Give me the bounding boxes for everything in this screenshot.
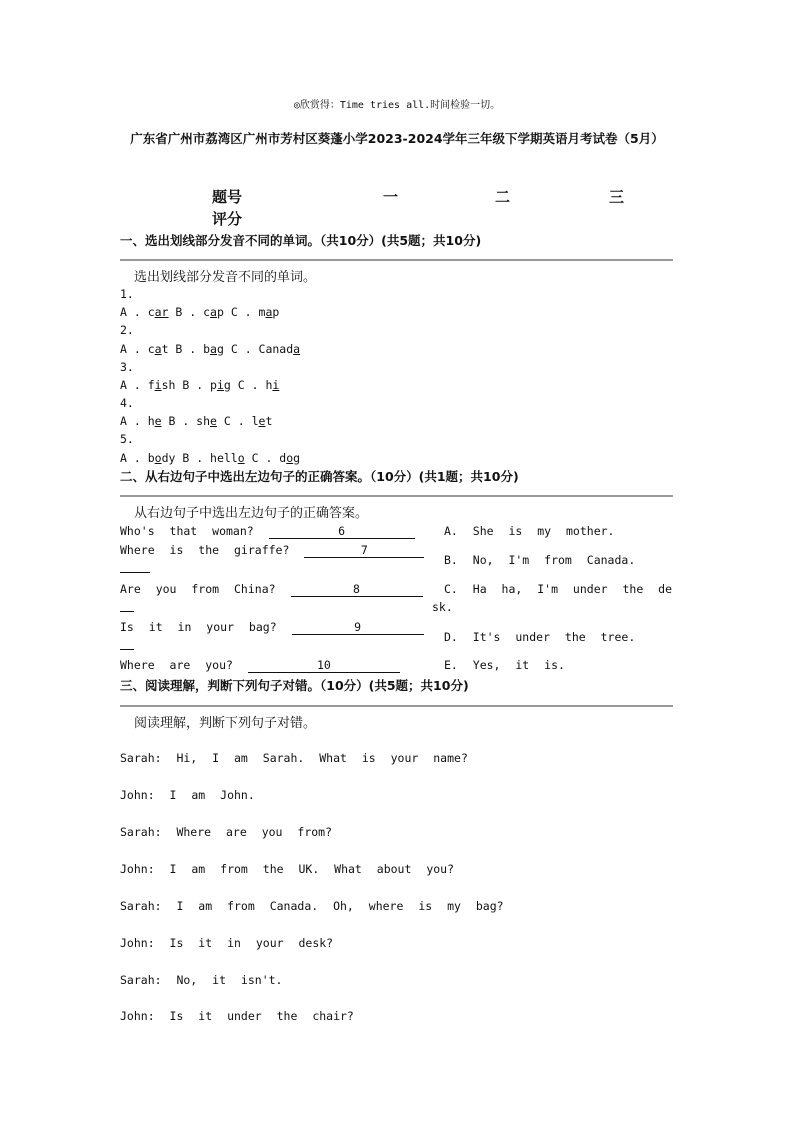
match-answer: B. No, I'm from Canada. xyxy=(444,553,636,567)
section-3-instruction: 阅读理解，判断下列句子对错。 xyxy=(134,716,317,731)
section-1-instruction: 选出划线部分发音不同的单词。 xyxy=(134,270,317,285)
dialogue-line: Sarah: Where are you from? xyxy=(120,825,333,839)
dialogue-line: John: I am from the UK. What about you? xyxy=(120,862,455,876)
dialogue-line: John: Is it in your desk? xyxy=(120,936,334,950)
section-3-heading: 三、阅读理解，判断下列句子对错。（10分）(共5题；共10分) xyxy=(120,678,469,693)
question-number: 1. xyxy=(120,287,134,301)
question-options: A . he B . she C . let xyxy=(120,414,273,428)
score-row-label-2: 评分 xyxy=(212,210,243,228)
question-options: A . cat B . bag C . Canada xyxy=(120,342,301,356)
answer-blank[interactable]: 8 xyxy=(291,583,423,597)
match-answer: C. Ha ha, I'm under the de xyxy=(444,582,673,596)
match-question: Where are you? 10 xyxy=(120,658,400,673)
motto: ◎欣赏得：Time tries all.时间检验一切。 xyxy=(293,100,501,111)
exam-title: 广东省广州市荔湾区广州市芳村区葵蓬小学2023-2024学年三年级下学期英语月考试卷（5月） xyxy=(130,131,664,146)
section-2-instruction: 从右边句子中选出左边句子的正确答案。 xyxy=(134,506,369,521)
blank-continuation xyxy=(120,649,134,650)
question-options: A . car B . cap C . map xyxy=(120,305,280,319)
section-2-divider xyxy=(120,495,673,497)
blank-continuation xyxy=(120,572,150,573)
question-number: 4. xyxy=(120,396,134,410)
answer-blank[interactable]: 10 xyxy=(248,659,400,673)
blank-continuation xyxy=(120,611,134,612)
section-2-heading: 二、从右边句子中选出左边句子的正确答案。（10分）(共1题；共10分) xyxy=(120,469,519,484)
question-options: A . fish B . pig C . hi xyxy=(120,378,280,392)
section-3-divider xyxy=(120,705,673,707)
question-number: 3. xyxy=(120,360,134,374)
match-answer: A. She is my mother. xyxy=(444,524,615,538)
match-question: Where is the giraffe? 7 xyxy=(120,543,424,558)
answer-blank[interactable]: 7 xyxy=(304,544,424,558)
dialogue-line: Sarah: No, it isn't. xyxy=(120,973,283,987)
question-number: 5. xyxy=(120,432,134,446)
question-number: 2. xyxy=(120,323,134,337)
match-question: Are you from China? 8 xyxy=(120,582,423,597)
score-col-1: 一 xyxy=(383,188,399,206)
dialogue-line: Sarah: I am from Canada. Oh, where is my bag? xyxy=(120,899,504,913)
score-row-label: 题号 xyxy=(212,188,243,206)
score-col-3: 三 xyxy=(609,188,625,206)
match-answer: D. It's under the tree. xyxy=(444,630,636,644)
match-question: Is it in your bag? 9 xyxy=(120,620,424,635)
dialogue-line: Sarah: Hi, I am Sarah. What is your name? xyxy=(120,751,468,765)
answer-blank[interactable]: 6 xyxy=(269,525,415,539)
dialogue-line: John: Is it under the chair? xyxy=(120,1009,354,1023)
match-question: Who's that woman? 6 xyxy=(120,524,415,539)
section-1-heading: 一、选出划线部分发音不同的单词。（共10分）(共5题；共10分) xyxy=(120,233,482,248)
score-col-2: 二 xyxy=(495,188,511,206)
dialogue-line: John: I am John. xyxy=(120,788,255,802)
answer-blank[interactable]: 9 xyxy=(292,621,424,635)
section-1-divider xyxy=(120,259,673,261)
match-answer: E. Yes, it is. xyxy=(444,658,565,672)
match-answer-wrap: sk. xyxy=(432,600,453,614)
question-options: A . body B . hello C . dog xyxy=(120,451,301,465)
